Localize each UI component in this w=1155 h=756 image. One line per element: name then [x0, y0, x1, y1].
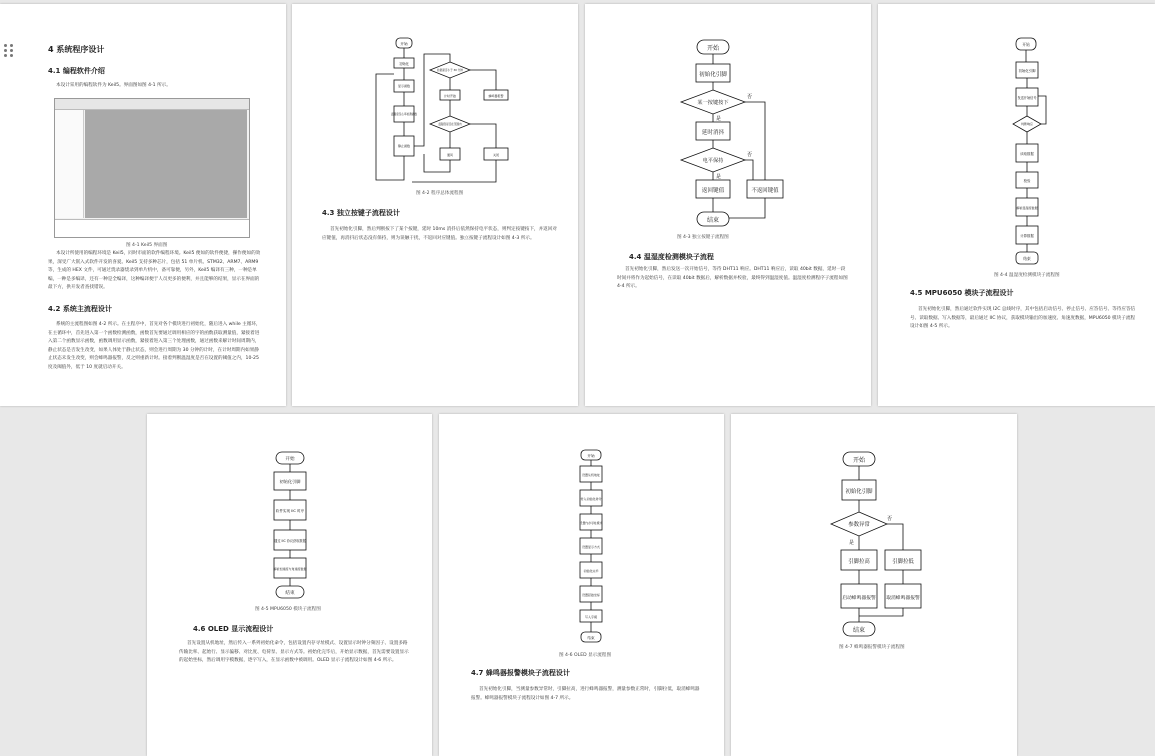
svg-text:取消蜂鸣器报警: 取消蜂鸣器报警 [886, 596, 920, 601]
section-heading-4-3: 4.3 独立按键子流程设计 [322, 209, 400, 217]
svg-text:是: 是 [849, 540, 855, 546]
svg-text:设置内存寻址模式: 设置内存寻址模式 [579, 521, 603, 525]
svg-text:开始: 开始 [852, 457, 866, 464]
svg-text:结束: 结束 [706, 217, 720, 224]
system-main-flowchart [292, 4, 578, 204]
paragraph: 首先初始化引脚，当测量参数异常时，引脚拉高，进行蜂鸣器报警，测量参数正常时，引脚拉低，取消蜂鸣器报警。蜂鸣器报警模块子流程设计如图 4-7 所示。 [471, 687, 700, 701]
paragraph: 首先设置从机地址，然后传入一系列初始化命令，包括设置内存寻址模式、设置显示时钟分频因子、设置多路传输比率、起始行、显示偏移、对比度、电荷泵、显示方式等。初始化完毕后，开始显示数据，首先需要设置显示的起始坐标，然后调用字模数据，逐字写入，在显示函数中被调用。OLED 显示子流程设计如图 4-6 所示。 [179, 641, 409, 664]
oled-flowchart [439, 414, 724, 654]
section-heading-4-5: 4.5 MPU6050 模块子流程设计 [910, 289, 1014, 297]
svg-text:不返回键值: 不返回键值 [751, 188, 779, 194]
svg-text:某一按键按下: 某一按键按下 [697, 100, 729, 106]
svg-text:开始: 开始 [587, 454, 595, 458]
svg-text:开始: 开始 [1022, 42, 1030, 47]
svg-text:开始: 开始 [285, 457, 295, 462]
figure-caption: 图 4-4 温湿度检测模块子流程图 [994, 273, 1060, 278]
svg-text:显示函数: 显示函数 [397, 84, 411, 88]
document-page-6 [439, 414, 724, 756]
svg-text:关闭: 关闭 [492, 153, 500, 157]
svg-text:初始化引脚: 初始化引脚 [1018, 69, 1036, 73]
svg-text:参数异常: 参数异常 [848, 522, 870, 528]
svg-text:温湿度是否在范围内: 温湿度是否在范围内 [438, 123, 462, 126]
svg-text:蜂鸣器报警: 蜂鸣器报警 [488, 94, 504, 98]
document-page-5 [147, 414, 432, 756]
section-heading-4-4: 4.4 温湿度检测模块子流程 [629, 253, 714, 261]
svg-text:初始化引脚: 初始化引脚 [845, 489, 873, 495]
svg-text:初始化完毕: 初始化完毕 [583, 569, 599, 573]
drag-handle-icon[interactable] [4, 44, 18, 58]
section-heading-4-6: 4.6 OLED 显示流程设计 [193, 625, 274, 633]
figure-caption: 图 4-7 蜂鸣器报警模块子流程图 [839, 645, 905, 650]
svg-text:通过 IIC 协议获取数据: 通过 IIC 协议获取数据 [274, 539, 306, 543]
svg-text:发送开始信号: 发送开始信号 [1017, 96, 1037, 100]
section-heading-4-7: 4.7 蜂鸣器报警模块子流程设计 [471, 669, 570, 677]
figure-caption: 图 4-1 Keil5 界面图 [126, 243, 168, 248]
paragraph: 首先初始化引脚，然后发送一次开始信号，等待 DHT11 响应。DHT11 响应后，读取 40bit 数据，延时一段时间并将作为起始信号，在读取 40bit 数据后，解析数据并校验，最终得到温湿度值。温湿度检测程序子流程如图 4-4 所示。 [617, 267, 848, 290]
paragraph: 系统的主流程图如图 4-2 所示。在主程序中，首先对各个模块进行初始化，随后进入 while 主循环，在主循环中，首先进入第一个函数检测函数，函数首先要通过调用相应的字的函数获取测量值，紧接着进入第二个函数显示函数，函数调用显示函数，紧接着进入第三个处理函数，通过函数来解计时间周期内，静止状态是否发生改变，如果人体处于静止状态，则会进行周期为 30 分钟的计时，在计时周期内如果静止状态未发生改变，则会蜂鸣器报警，反之则重新计时。接着判断温湿度是否在设置的阈值之内，10-25 度及阈值外，低于 10 度就启动开关。 [48, 322, 261, 370]
svg-text:结束: 结束 [852, 627, 866, 634]
svg-text:是: 是 [716, 174, 722, 180]
svg-text:静止函数: 静止函数 [397, 144, 411, 148]
svg-text:结束: 结束 [587, 636, 595, 640]
svg-text:解析温湿度数据: 解析温湿度数据 [1016, 206, 1038, 210]
document-page-1 [0, 4, 286, 406]
document-page-7 [731, 414, 1017, 756]
svg-text:软件实现 IIC 时序: 软件实现 IIC 时序 [275, 509, 305, 513]
document-page-3 [585, 4, 871, 406]
mpu6050-flowchart [147, 414, 432, 614]
figure-caption: 图 4-2 程序总体流程图 [416, 191, 464, 196]
dht11-flowchart [878, 4, 1155, 274]
svg-text:解析加速度与角速度数据: 解析加速度与角速度数据 [273, 567, 307, 571]
svg-text:结束: 结束 [1023, 256, 1031, 261]
svg-text:计算数据: 计算数据 [1020, 234, 1034, 238]
buzzer-flowchart [731, 414, 1017, 654]
svg-text:启动蜂鸣器报警: 启动蜂鸣器报警 [842, 596, 876, 601]
svg-text:检测是否小于 30 分钟: 检测是否小于 30 分钟 [437, 69, 463, 72]
button-flowchart [585, 4, 871, 244]
svg-text:否: 否 [747, 94, 753, 100]
document-page-4 [878, 4, 1155, 406]
svg-text:读取数据: 读取数据 [1020, 152, 1034, 156]
svg-text:设置起始坐标: 设置起始坐标 [581, 593, 601, 597]
svg-text:通风: 通风 [446, 153, 454, 157]
svg-text:引脚拉低: 引脚拉低 [892, 559, 914, 565]
svg-text:校验: 校验 [1023, 179, 1031, 183]
svg-text:开始: 开始 [706, 45, 720, 52]
svg-text:开始: 开始 [400, 42, 408, 46]
svg-text:引脚拉高: 引脚拉高 [848, 559, 870, 565]
svg-text:设置显示方式: 设置显示方式 [581, 545, 601, 549]
svg-text:初始化引脚: 初始化引脚 [279, 479, 301, 484]
svg-text:传入初始化命令: 传入初始化命令 [580, 497, 602, 501]
svg-text:设置从机地址: 设置从机地址 [581, 473, 601, 477]
svg-text:计时开始: 计时开始 [443, 94, 457, 98]
paragraph: 首先初始化引脚，然后判断按下了某个按键，延时 10ms 消抖后依然保持电平状态，则判定按键按下，并返回对应键值，再消抖后状态没有保持，则为误触干扰，不返回对应键值。独立按键子流程设计如图 4-3 所示。 [322, 227, 557, 241]
document-page-2 [292, 4, 578, 406]
paragraph: 本设计采用的编程软件为 Keil5。界面图如图 4-1 所示。 [56, 83, 171, 88]
figure-caption: 图 4-5 MPU6050 模块子流程图 [255, 607, 321, 612]
svg-text:初始化引脚: 初始化引脚 [699, 72, 727, 78]
svg-text:判断响应: 判断响应 [1020, 122, 1034, 126]
section-heading-4-1: 4.1 编程软件介绍 [48, 67, 105, 75]
section-heading-4-2: 4.2 系统主流程设计 [48, 305, 112, 313]
svg-text:否: 否 [747, 152, 753, 158]
keil5-screenshot [54, 98, 250, 238]
figure-caption: 图 4-6 OLED 显示流程图 [559, 653, 612, 658]
paragraph: 本设计所使用的编程环境是 Keil5，同时市面的软件编程环境。Keil5 便如的软件便捷，操作便如的效果，深受广大嵌入式软件开发的喜爱。Keil5 支持多种芯片，包括 51 单片机、STM32、ARM7、ARM9 等，生成的 HEX 文件，可通过烧录器烧录到单片机中，备可靠便，另外，Keil5 编译有三种，一种是单编，一种是多编译，还有一种是全编译，这种编译便于人员更多的便利，并且能够的结果，显示在界面的最下方，供开发者查找错误。 [48, 251, 261, 291]
chapter-title: 4 系统程序设计 [48, 45, 105, 54]
svg-text:初始化: 初始化 [399, 62, 409, 66]
svg-text:温湿度及心率检测函数: 温湿度及心率检测函数 [391, 113, 417, 116]
paragraph: 首先初始化引脚，然后通过软件实现 I2C 总线时序，其中包括启动信号、停止信号、应答信号、等待应答信号、读取数据、写入数据等，最后通过 IIC 协议，获取模块输出的加速度、角速度数据，MPU6050 模块子流程设计如图 4-5 所示。 [910, 307, 1136, 330]
svg-text:返回键值: 返回键值 [701, 188, 725, 194]
svg-text:否: 否 [887, 516, 893, 522]
svg-text:写入字模: 写入字模 [584, 615, 598, 619]
svg-text:是: 是 [716, 116, 722, 122]
svg-text:延时消抖: 延时消抖 [701, 130, 725, 136]
svg-text:电平保持: 电平保持 [702, 158, 724, 164]
figure-caption: 图 4-3 独立按键子流程图 [677, 235, 729, 240]
svg-text:结束: 结束 [285, 591, 295, 596]
